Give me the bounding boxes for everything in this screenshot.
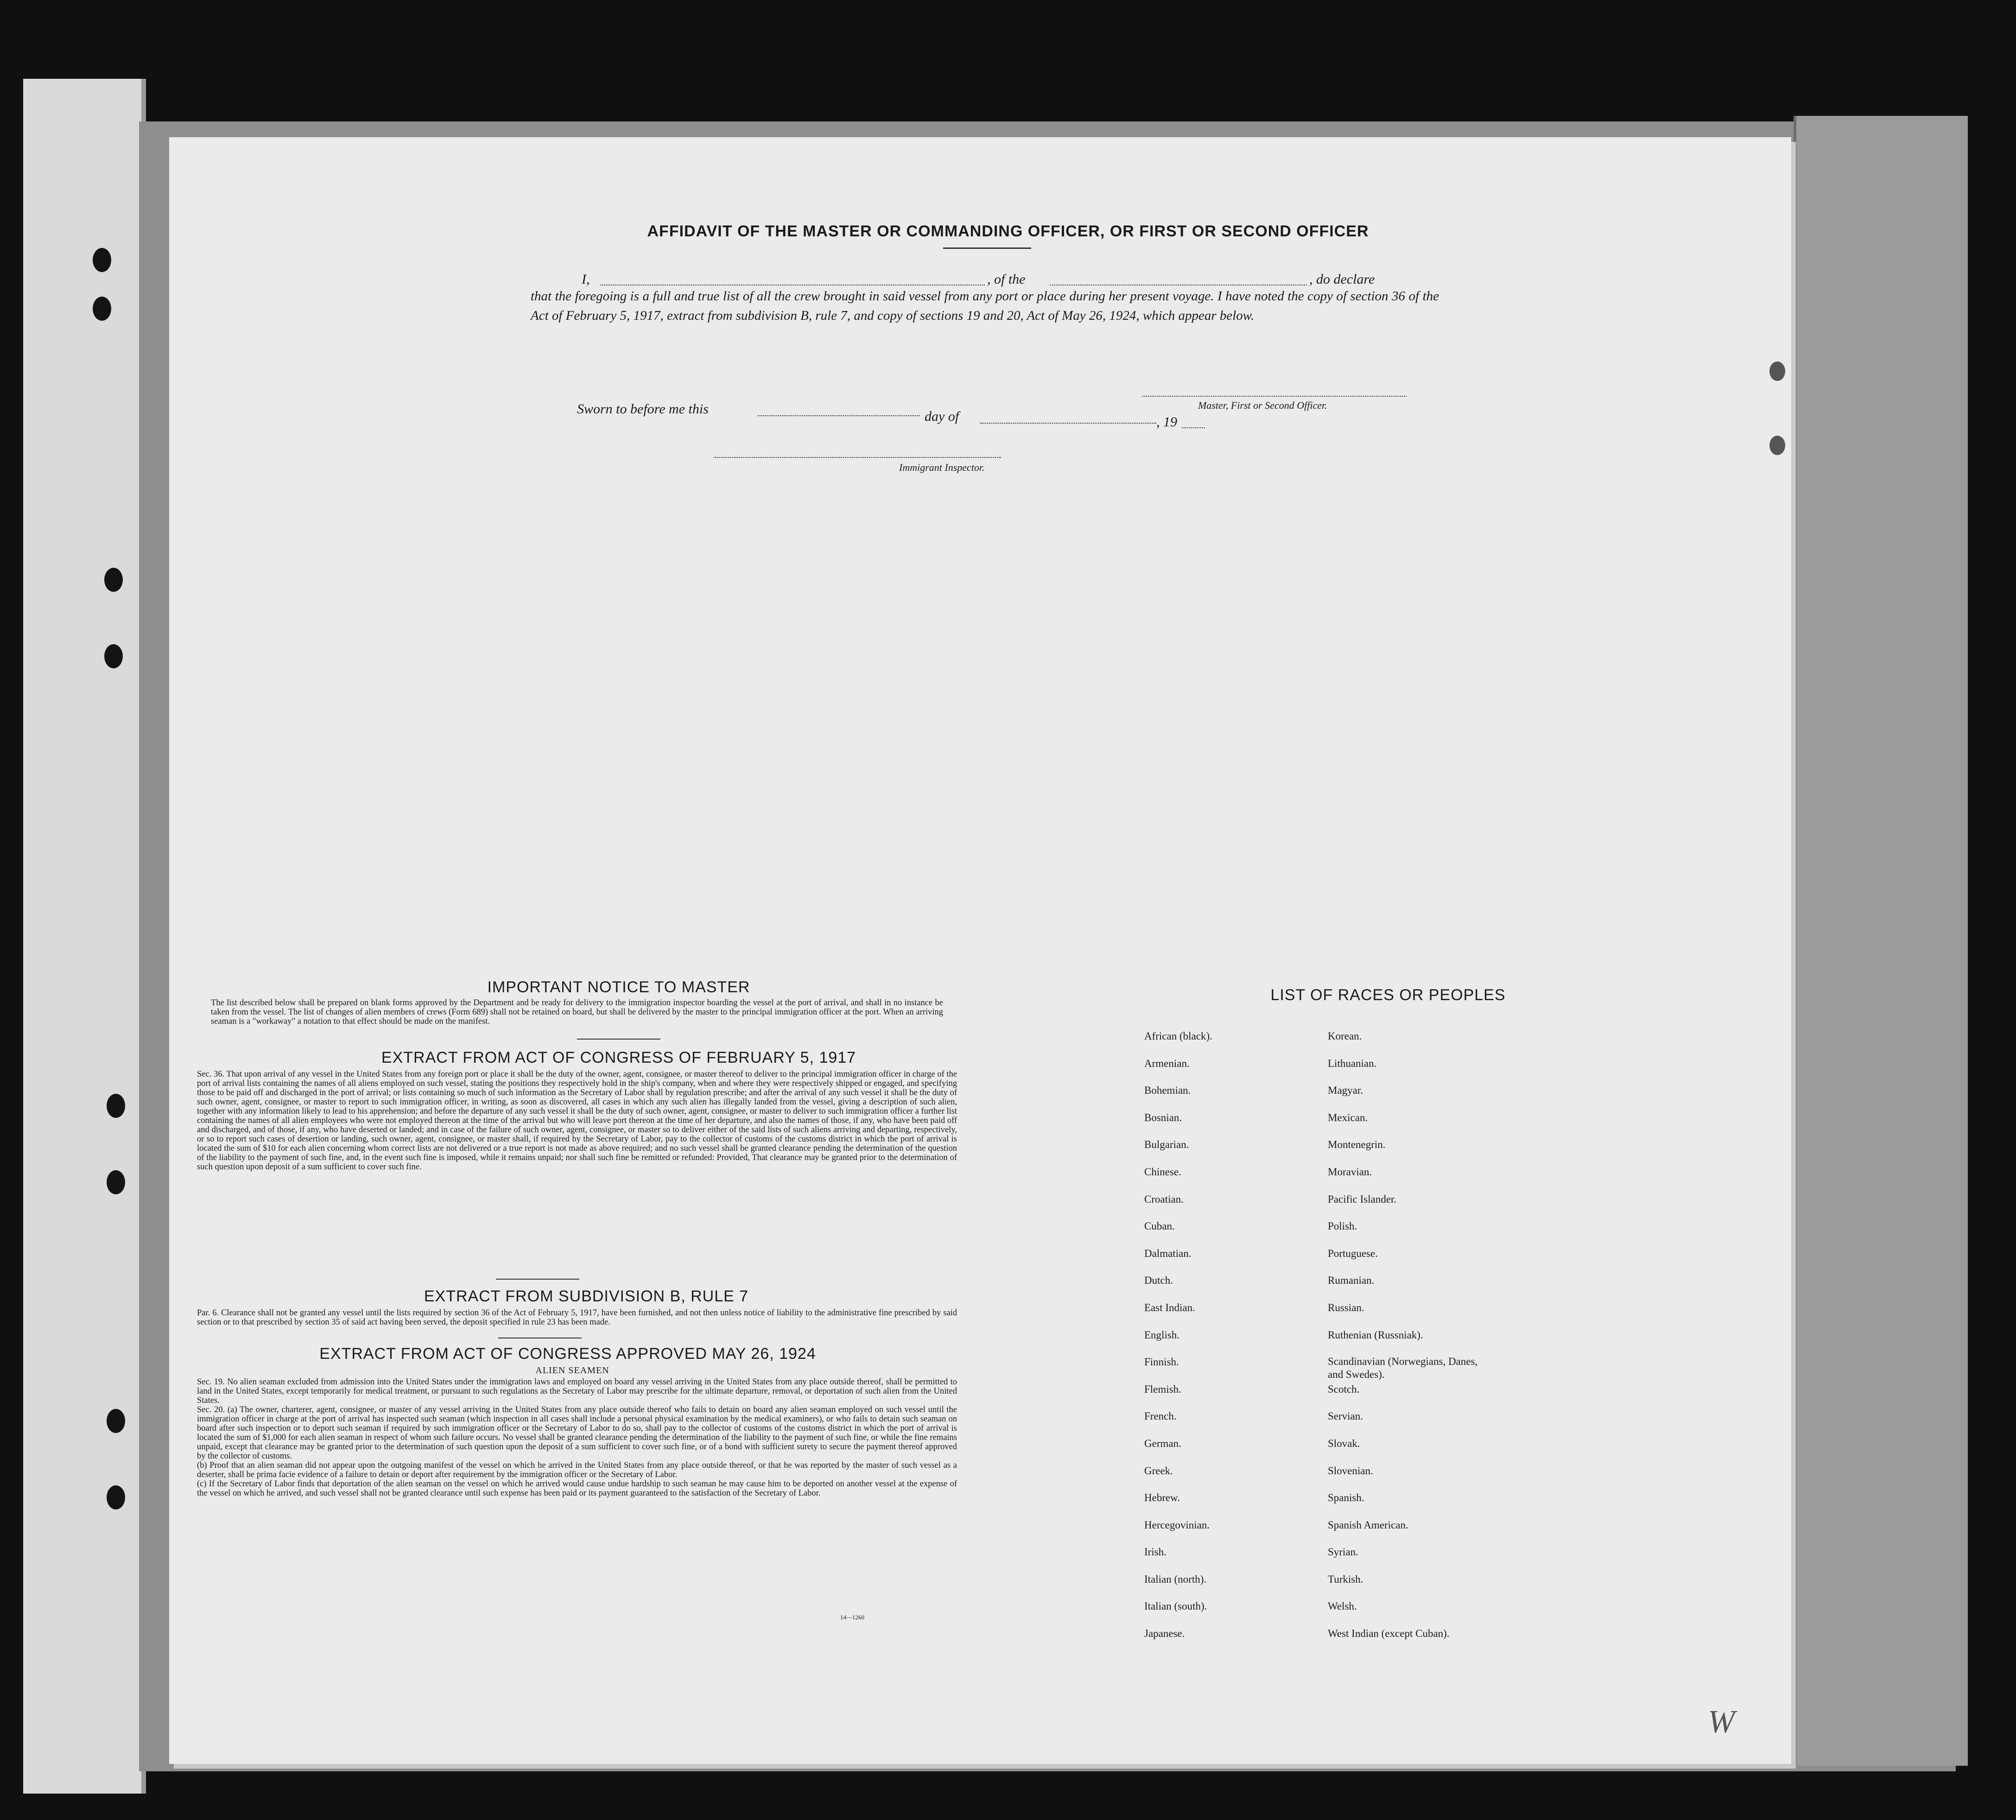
handwritten-mark: W — [1708, 1704, 1735, 1740]
race-item: Irish. — [1144, 1546, 1166, 1558]
race-item: Turkish. — [1328, 1573, 1363, 1585]
race-item: Flemish. — [1144, 1383, 1181, 1395]
race-item: Bohemian. — [1144, 1084, 1191, 1097]
race-item: Dutch. — [1144, 1275, 1173, 1287]
binder-strip — [23, 79, 146, 1794]
race-item: Finnish. — [1144, 1356, 1179, 1368]
punch-hole — [1769, 436, 1785, 455]
race-item: Slovenian. — [1328, 1465, 1373, 1477]
race-item: Bulgarian. — [1144, 1139, 1189, 1151]
sworn-label: Sworn to before me this — [577, 401, 709, 417]
sworn-year-line — [1182, 427, 1205, 428]
race-item: Russian. — [1328, 1301, 1364, 1313]
races-column-1 — [1144, 1029, 1212, 1654]
year-label: , 19 — [1156, 414, 1177, 430]
race-item: French. — [1144, 1410, 1177, 1422]
race-item: Mexican. — [1328, 1111, 1368, 1123]
punch-hole — [104, 568, 123, 592]
race-item: Pacific Islander. — [1328, 1193, 1397, 1205]
race-item: Armenian. — [1144, 1057, 1190, 1069]
race-item: English. — [1144, 1329, 1180, 1341]
punch-hole — [93, 248, 111, 272]
master-signature-line — [1142, 396, 1407, 397]
punch-hole — [1769, 361, 1785, 381]
race-item: East Indian. — [1144, 1301, 1195, 1313]
affidavit-of-the-label: , of the — [987, 272, 1026, 287]
punch-hole — [107, 1094, 125, 1118]
extract-1917-title: EXTRACT FROM ACT OF CONGRESS OF FEBRUARY 5, 1917 — [381, 1049, 856, 1066]
punch-hole — [107, 1485, 125, 1509]
race-item: Welsh. — [1328, 1600, 1357, 1612]
extract-rule7-text: Par. 6. Clearance shall not be granted any vessel until the lists required by section 36 of the Act of February 5, 1917, have been furnished, and not then unless notice of liability to the administrative fine prescribed by said section or to that prescribed by section 35 of said act having been served, the deposit specified in rule 23 has been made. — [197, 1308, 957, 1327]
sec-20c-paragraph: (c) If the Secretary of Labor finds that deportation of the alien seaman on the vessel on which he arrived would cause undue hardship to such seaman he may cause him to be deported on another vessel at the expense of the vessel on which he arrived, and such vessel shall not be granted clearance until such expense has been paid or its payment guaranteed to the satisfaction of the Secretary of Labor. — [197, 1479, 957, 1498]
back-sheet-edge — [1794, 116, 1968, 1766]
race-item: Bosnian. — [1144, 1111, 1182, 1123]
race-item: Syrian. — [1328, 1546, 1358, 1558]
sec-20b-paragraph: (b) Proof that an alien seaman did not appear upon the outgoing manifest of the vessel on which he arrived in the United States from any place outside thereof, or that he was reported by the master of such vessel as a deserter, shall be prima facie evidence of a failure to detain or deport after requirement by the immigration officer or the Secretary of Labor. — [197, 1461, 957, 1479]
race-item: Scandinavian (Norwegians, Danes, and Swedes). — [1328, 1356, 1478, 1381]
punch-hole — [93, 297, 111, 321]
race-item: German. — [1144, 1437, 1181, 1449]
notice-title: IMPORTANT NOTICE TO MASTER — [487, 978, 750, 996]
alien-seamen-subtitle: ALIEN SEAMEN — [535, 1365, 609, 1376]
race-item: Italian (south). — [1144, 1600, 1207, 1612]
affidavit-i-label: I, — [582, 272, 590, 287]
title-rule — [943, 247, 1031, 249]
extract-rule7-title: EXTRACT FROM SUBDIVISION B, RULE 7 — [424, 1287, 749, 1305]
race-item: Polish. — [1328, 1220, 1357, 1232]
races-column-2 — [1328, 1029, 1495, 1654]
affidavit-declare-label: , do declare — [1309, 272, 1375, 287]
race-item: Italian (north). — [1144, 1573, 1207, 1585]
race-item: Rumanian. — [1328, 1275, 1375, 1287]
race-item: Spanish American. — [1328, 1519, 1408, 1531]
race-item: Moravian. — [1328, 1166, 1372, 1178]
sworn-day-line — [758, 415, 920, 416]
inspector-signature-line — [714, 457, 1001, 458]
race-item: Dalmatian. — [1144, 1247, 1192, 1259]
extract-1917-rule — [496, 1279, 579, 1280]
race-item: Slovak. — [1328, 1437, 1360, 1449]
form-number: 14—1260 — [840, 1614, 864, 1621]
master-caption: Master, First or Second Officer. — [1198, 400, 1327, 411]
affidavit-page — [169, 137, 1791, 1764]
race-item: Ruthenian (Russniak). — [1328, 1329, 1423, 1341]
races-title: LIST OF RACES OR PEOPLES — [1270, 986, 1506, 1004]
race-item: Hebrew. — [1144, 1492, 1180, 1504]
race-item: Servian. — [1328, 1410, 1363, 1422]
sworn-month-line — [980, 423, 1156, 424]
race-item: Hercegovinian. — [1144, 1519, 1210, 1531]
sec-19-paragraph: Sec. 19. No alien seaman excluded from admission into the United States under the immigration laws and employed on board any vessel arriving in the United States from any place outside thereof, shall be permitted to land in the United States, except temporarily for medical treatment, or pursuant to such regulations as the Secretary of Labor may prescribe for the ultimate departure, removal, or deportation of such alien from the United States. — [197, 1377, 957, 1405]
race-item: Croatian. — [1144, 1193, 1184, 1205]
race-item: Spanish. — [1328, 1492, 1364, 1504]
race-item: Portuguese. — [1328, 1247, 1378, 1259]
punch-hole — [107, 1409, 125, 1433]
punch-hole — [107, 1170, 125, 1194]
race-item: Chinese. — [1144, 1166, 1181, 1178]
race-item: African (black). — [1144, 1030, 1212, 1042]
day-of-label: day of — [925, 409, 959, 424]
race-item: Magyar. — [1328, 1084, 1363, 1097]
extract-1917-text: Sec. 36. That upon arrival of any vessel in the United States from any foreign port or place it shall be the duty of the owner, agent, consignee, or master thereof to deliver to the principal immigration officer in charge of the port of arrival lists containing the names of all aliens employed on such vessel, stating the positions they respectively hold in the ship's company, when and where they were respectively shipped or engaged, and specifying those to be paid off and discharged in the port of arrival; or lists containing so much of such information as the Secretary of Labor shall by regulation prescribe; and after the arrival of any such vessel it shall be the duty of such owner, agent, consignee, or master to report to such immigration officer, in writing, as soon as discovered, all cases in which any such alien has illegally landed from the vessel, giving a description of such alien, together with any information likely to lead to his apprehension; and before the departure of any such vessel it shall be the duty of such owner, agent, consignee, or master to deliver to such immigration officer a further list containing the names of all alien employees who were not employed thereon at the time of the arrival but who will leave port thereon at the time of her departure, and also the names of those, if any, who have been paid off and discharged, and of those, if any, who have deserted or landed; and in case of the failure of such owner, agent, consignee, or master so to deliver either of the said lists of such aliens arriving and departing, respectively, or so to report such cases of desertion or landing, such owner, agent, consignee, or master shall, if required by the Secretary of Labor, pay to the collector of customs of the customs district in which the port of arrival is located the sum of $10 for each alien concerning whom correct lists are not delivered or a true report is not made as above required; and no such vessel shall be granted clearance pending the determination of the question of the liability to the payment of such fine, and, in the event such fine is imposed, while it remains unpaid; nor shall such fine be remitted or refunded: Provided, That clearance may be granted prior to the determination of such question upon deposit of a sum sufficient to cover such fine. — [197, 1070, 957, 1172]
race-item: Lithuanian. — [1328, 1057, 1377, 1069]
race-item: Scotch. — [1328, 1383, 1360, 1395]
punch-hole — [104, 644, 123, 668]
race-item: Korean. — [1328, 1030, 1362, 1042]
race-item: Greek. — [1144, 1465, 1173, 1477]
sec-20a-paragraph: Sec. 20. (a) The owner, charterer, agent, consignee, or master of any vessel arriving in the United States from any place outside thereof who fails to detain on board any alien seaman employed on such vessel until the immigration officer in charge at the port of arrival has inspected such seaman (which inspection in all cases shall include a personal physical examination by the medical examiners), or who fails to detain such seaman on board after such inspection or to deport such seaman if required by such immigration officer or the Secretary of Labor to do so, shall pay to the collector of customs of the customs district in which the port of arrival is located the sum of $1,000 for each alien seaman in respect of whom such failure occurs. No vessel shall be granted clearance pending the determination of the liability to the payment of such fine, or while the fine remains unpaid, except that clearance may be granted prior to the determination of such question upon the deposit of a sum sufficient to cover such fine, or of a bond with sufficient surety to secure the payment thereof approved by the collector of customs. — [197, 1405, 957, 1461]
inspector-caption: Immigrant Inspector. — [899, 462, 985, 473]
race-item: Japanese. — [1144, 1628, 1185, 1640]
extract-1924-title: EXTRACT FROM ACT OF CONGRESS APPROVED MAY 26, 1924 — [319, 1345, 816, 1363]
race-item: Montenegrin. — [1328, 1139, 1386, 1151]
affidavit-title: AFFIDAVIT OF THE MASTER OR COMMANDING OFFICER, OR FIRST OR SECOND OFFICER — [647, 222, 1369, 240]
notice-rule — [577, 1039, 660, 1040]
race-item: Cuban. — [1144, 1220, 1175, 1232]
extract-1924-text — [197, 1377, 957, 1498]
race-item: West Indian (except Cuban). — [1328, 1628, 1450, 1640]
affidavit-body: that the foregoing is a full and true list of all the crew brought in said vessel from any port or place during her present voyage. I have noted the copy of section 36 of the Act of February 5, 1917, extract from subdivision B, rule 7, and copy of sections 19 and 20, Act of May 26, 1924, which appear below. — [531, 289, 1439, 323]
notice-text: The list described below shall be prepared on blank forms approved by the Department and be ready for delivery to the immigration inspector boarding the vessel at the port of arrival, and shall in no instance be taken from the vessel. The list of changes of alien members of crews (Form 689) shall not be retained on board, but shall be delivered by the master to the principal immigration officer at the port. When an arriving seaman is a "workaway" a notation to that effect should be made on the manifest. — [211, 998, 943, 1026]
